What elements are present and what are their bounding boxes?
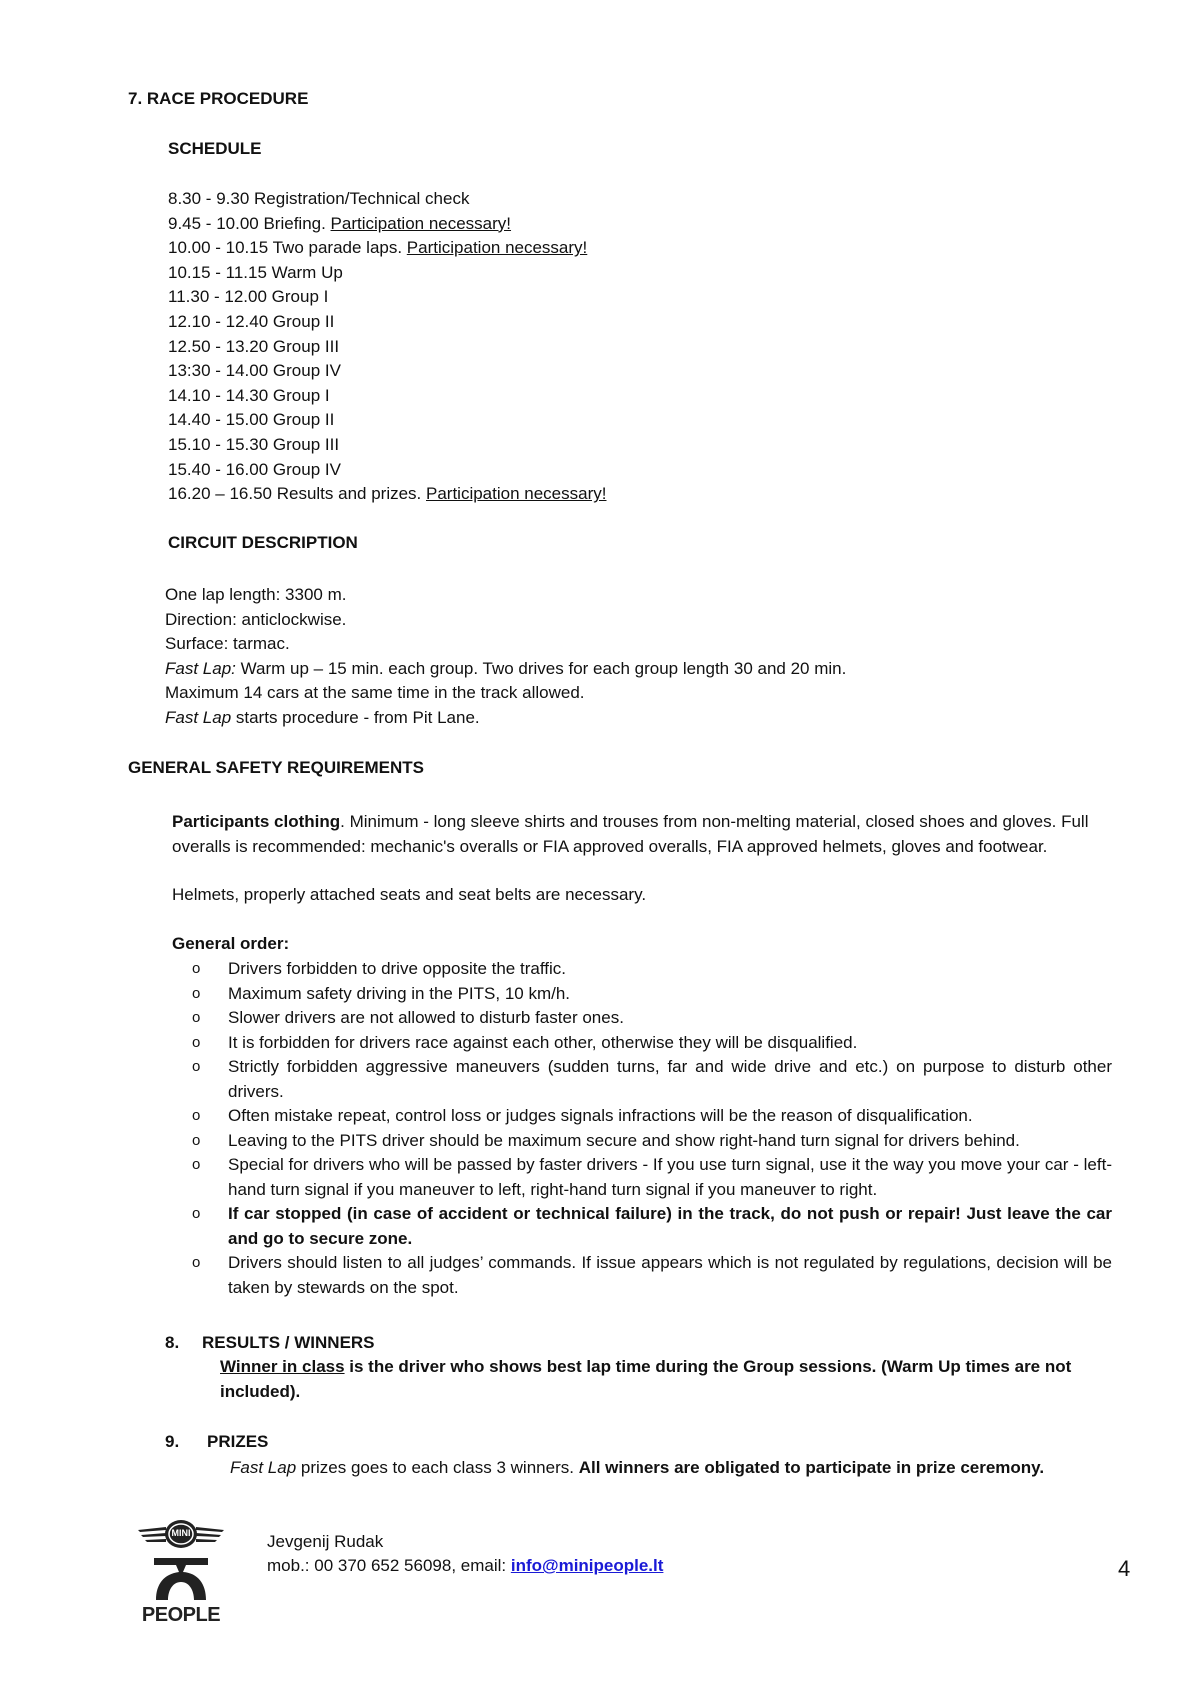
winner-label: Winner in class <box>220 1357 345 1376</box>
contact-phone: mob.: 00 370 652 56098, email: <box>267 1556 511 1575</box>
rule-text: Slower drivers are not allowed to disturb faster ones. <box>228 1008 624 1027</box>
rule-item <box>172 1006 1112 1031</box>
max-cars: Maximum 14 cars at the same time in the track allowed. <box>165 683 585 702</box>
rule-text: It is forbidden for drivers race against each other, otherwise they will be disqualified. <box>228 1032 858 1052</box>
schedule-item <box>168 482 606 507</box>
schedule-item <box>168 335 339 360</box>
schedule-item <box>168 384 330 409</box>
prizes-fast-lap-label: Fast Lap <box>230 1458 297 1477</box>
rule-item <box>172 1129 1112 1154</box>
schedule-item <box>168 212 511 237</box>
bullet-circle-icon: o <box>192 1009 201 1026</box>
rule-item <box>172 1153 1112 1202</box>
direction: Direction: anticlockwise. <box>165 609 347 629</box>
rules-list <box>172 957 1112 1300</box>
rule-item <box>172 1202 1112 1251</box>
start-label: Fast Lap <box>165 707 232 727</box>
mini-people-logo <box>136 1510 226 1630</box>
schedule-time: 10.15 - 11.15 Warm Up <box>168 262 343 282</box>
fast-lap-line <box>165 657 1065 682</box>
general-order-heading: General order: <box>172 934 290 953</box>
rule-item <box>172 1031 1112 1056</box>
rule-text: If car stopped (in case of accident or technical failure) in the track, do not push or repair! Just leave the car and go to secure zone. <box>228 1204 1112 1248</box>
page-number: 4 <box>1118 1556 1131 1581</box>
schedule-item <box>168 408 334 433</box>
winner-paragraph <box>220 1355 1100 1404</box>
schedule-item <box>168 433 339 458</box>
rule-item <box>172 957 1112 982</box>
helmets-text: Helmets, properly attached seats and seat belts are necessary. <box>172 885 647 904</box>
safety-heading: GENERAL SAFETY REQUIREMENTS <box>128 758 424 777</box>
schedule-time: 10.00 - 10.15 Two parade laps. <box>168 238 407 258</box>
schedule-item <box>168 458 341 483</box>
schedule-time: 8.30 - 9.30 Registration/Technical check <box>168 189 470 208</box>
bullet-circle-icon: o <box>192 1131 201 1149</box>
winner-text: is the driver who shows best lap time during the Group sessions. (Warm Up times are not included). <box>220 1357 1072 1401</box>
rule-text: Special for drivers who will be passed by faster drivers - If you use turn signal, use it the way you move your car - left-hand turn signal if you maneuver to left, right-hand turn signal if you maneuver to right. <box>228 1155 1112 1199</box>
obligation-text: All winners are obligated to participate in prize ceremony. <box>578 1458 1045 1477</box>
rule-text: Often mistake repeat, control loss or judges signals infractions will be the reason of disqualification. <box>228 1106 973 1125</box>
bullet-circle-icon: o <box>192 1107 201 1124</box>
schedule-time: 12.50 - 13.20 Group III <box>168 336 340 356</box>
participation-note: Participation necessary! <box>330 213 512 233</box>
bullet-circle-icon: o <box>192 1058 201 1075</box>
section-9-number: 9. <box>165 1432 180 1451</box>
schedule-time: 11.30 - 12.00 Group I <box>168 287 329 307</box>
schedule-time: 15.10 - 15.30 Group III <box>168 435 340 454</box>
bullet-circle-icon: o <box>192 984 201 1002</box>
prizes-line <box>230 1456 1044 1481</box>
schedule-time: 15.40 - 16.00 Group IV <box>168 459 341 479</box>
section-9-title: PRIZES <box>207 1432 269 1451</box>
participation-note: Participation necessary! <box>406 238 588 258</box>
clothing-text: . Minimum - long sleeve shirts and trouses from non-melting material, closed shoes and gloves. Full overalls is recommended: mechanic's overalls or FIA approved overalls, FIA approved helmets, gloves and footwear. <box>172 812 1089 856</box>
schedule-heading: SCHEDULE <box>168 139 262 158</box>
rule-text: Maximum safety driving in the PITS, 10 km/h. <box>228 983 571 1003</box>
start-text: starts procedure - from Pit Lane. <box>231 707 480 727</box>
bullet-circle-icon: o <box>192 1156 201 1173</box>
participation-note: Participation necessary! <box>426 484 607 504</box>
logo-badge-text: MINI <box>171 1528 191 1538</box>
rule-text: Leaving to the PITS driver should be maximum secure and show right-hand turn signal for drivers behind. <box>228 1130 1020 1150</box>
contact-line <box>267 1554 663 1579</box>
fast-lap-text: Warm up – 15 min. each group. Two drives for each group length 30 and 20 min. <box>235 658 847 678</box>
start-procedure-line <box>165 706 1065 731</box>
rule-item <box>172 1104 1112 1129</box>
schedule-time: 12.10 - 12.40 Group II <box>168 312 335 331</box>
schedule-item <box>168 359 341 384</box>
bullet-circle-icon: o <box>192 1254 201 1271</box>
circuit-heading: CIRCUIT DESCRIPTION <box>168 533 358 552</box>
bullet-circle-icon: o <box>192 1033 201 1051</box>
lap-length: One lap length: 3300 m. <box>165 585 347 604</box>
contact-name: Jevgenij Rudak <box>267 1532 384 1551</box>
schedule-item <box>168 261 343 286</box>
rule-text: Drivers should listen to all judges’ commands. If issue appears which is not regulated by regulations, decision will be taken by stewards on the spot. <box>228 1253 1112 1297</box>
schedule-time: 14.40 - 15.00 Group II <box>168 410 335 430</box>
section-8-title: RESULTS / WINNERS <box>202 1333 375 1352</box>
prizes-text: prizes goes to each class 3 winners. <box>296 1458 579 1477</box>
surface: Surface: tarmac. <box>165 634 290 653</box>
schedule-item <box>168 187 469 212</box>
rule-item <box>172 1251 1112 1300</box>
clothing-label: Participants clothing <box>172 812 341 831</box>
rule-item <box>172 982 1112 1007</box>
schedule-item <box>168 310 334 335</box>
logo-text: PEOPLE <box>141 1604 221 1626</box>
circuit-description <box>165 583 1065 730</box>
email-link[interactable]: info@minipeople.lt <box>510 1556 664 1575</box>
section-8-number: 8. <box>165 1333 180 1352</box>
rule-item <box>172 1055 1112 1104</box>
schedule-time: 13:30 - 14.00 Group IV <box>168 361 341 381</box>
schedule-item <box>168 285 328 310</box>
rule-text: Drivers forbidden to drive opposite the traffic. <box>228 959 566 978</box>
section-7-title: 7. RACE PROCEDURE <box>128 89 309 108</box>
rule-text: Strictly forbidden aggressive maneuvers (sudden turns, far and wide drive and etc.) on purpose to disturb other drivers. <box>228 1057 1112 1101</box>
bullet-circle-icon: o <box>192 1205 201 1222</box>
schedule-item <box>168 236 587 261</box>
fast-lap-label: Fast Lap: <box>165 658 236 678</box>
schedule-time: 9.45 - 10.00 Briefing. <box>168 213 331 233</box>
schedule-time: 14.10 - 14.30 Group I <box>168 385 330 405</box>
schedule-time: 16.20 – 16.50 Results and prizes. <box>168 484 426 504</box>
bullet-circle-icon: o <box>192 960 201 977</box>
clothing-paragraph <box>172 810 1112 859</box>
